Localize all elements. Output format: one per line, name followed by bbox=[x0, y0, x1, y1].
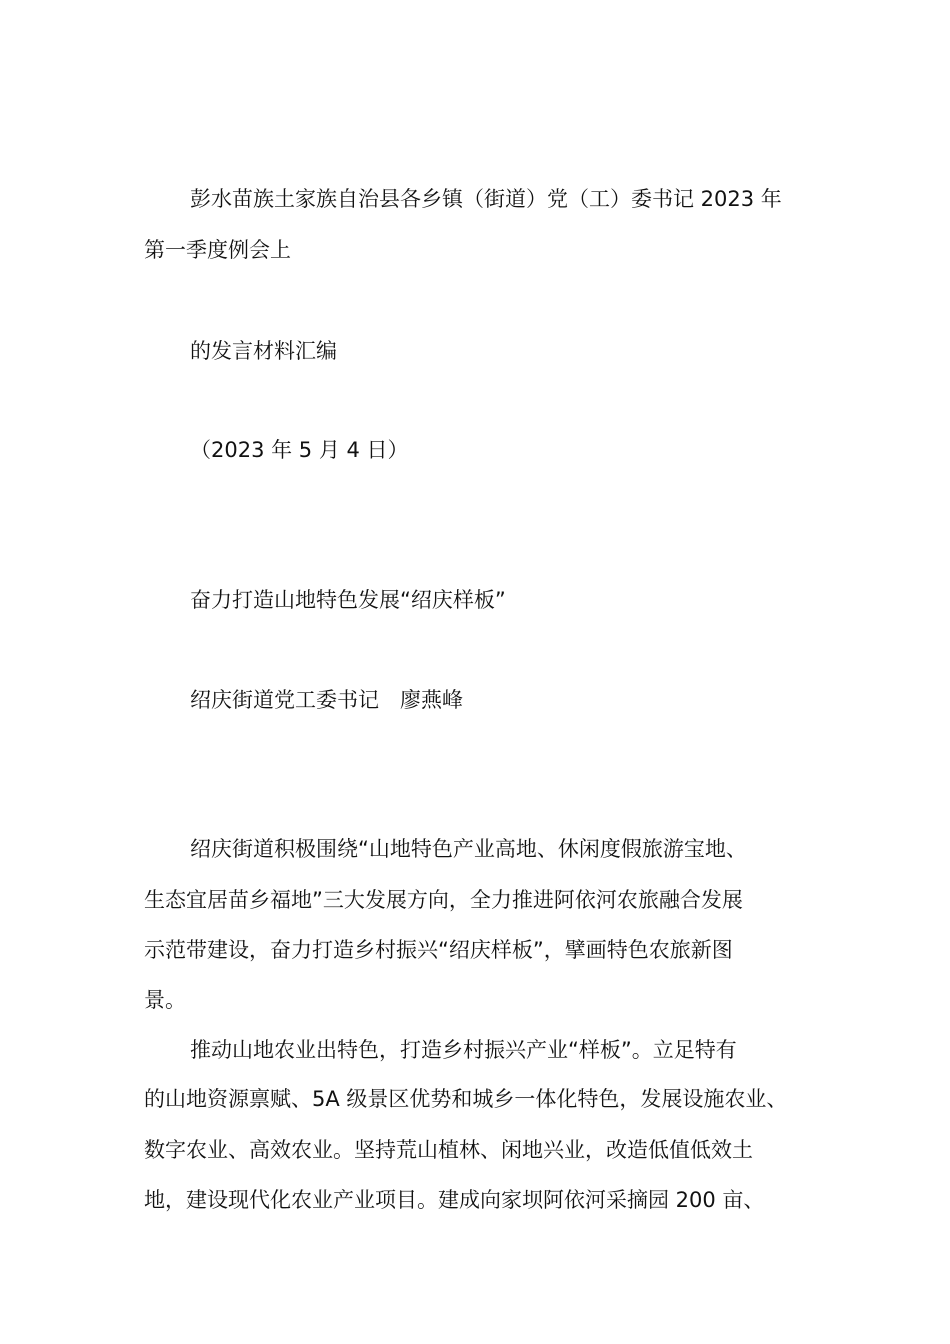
paragraph-1-line: 景。 bbox=[144, 988, 186, 1012]
paragraph-2-line: 地，建设现代化农业产业项目。建成向家坝阿依河采摘园 200 亩、 bbox=[144, 1188, 765, 1212]
paragraph-1-line: 生态宜居苗乡福地”三大发展方向，全力推进阿依河农旅融合发展 bbox=[144, 888, 743, 912]
title-line-2: 第一季度例会上 bbox=[144, 238, 291, 262]
paragraph-2-line: 推动山地农业出特色，打造乡村振兴产业“样板”。立足特有 bbox=[190, 1038, 737, 1062]
paragraph-1-line: 示范带建设，奋力打造乡村振兴“绍庆样板”，擘画特色农旅新图 bbox=[144, 938, 733, 962]
document-date: （2023 年 5 月 4 日） bbox=[190, 438, 409, 462]
paragraph-1-line: 绍庆街道积极围绕“山地特色产业高地、休闲度假旅游宝地、 bbox=[190, 837, 747, 861]
title-line-3: 的发言材料汇编 bbox=[190, 339, 337, 363]
title-line-1: 彭水苗族土家族自治县各乡镇（街道）党（工）委书记 2023 年 bbox=[190, 187, 782, 211]
article-title: 奋力打造山地特色发展“绍庆样板” bbox=[190, 588, 506, 612]
paragraph-2-line: 数字农业、高效农业。坚持荒山植林、闲地兴业，改造低值低效土 bbox=[144, 1138, 753, 1162]
paragraph-2-line: 的山地资源禀赋、5A 级景区优势和城乡一体化特色，发展设施农业、 bbox=[144, 1087, 788, 1111]
author-line: 绍庆街道党工委书记 廖燕峰 bbox=[190, 688, 463, 712]
